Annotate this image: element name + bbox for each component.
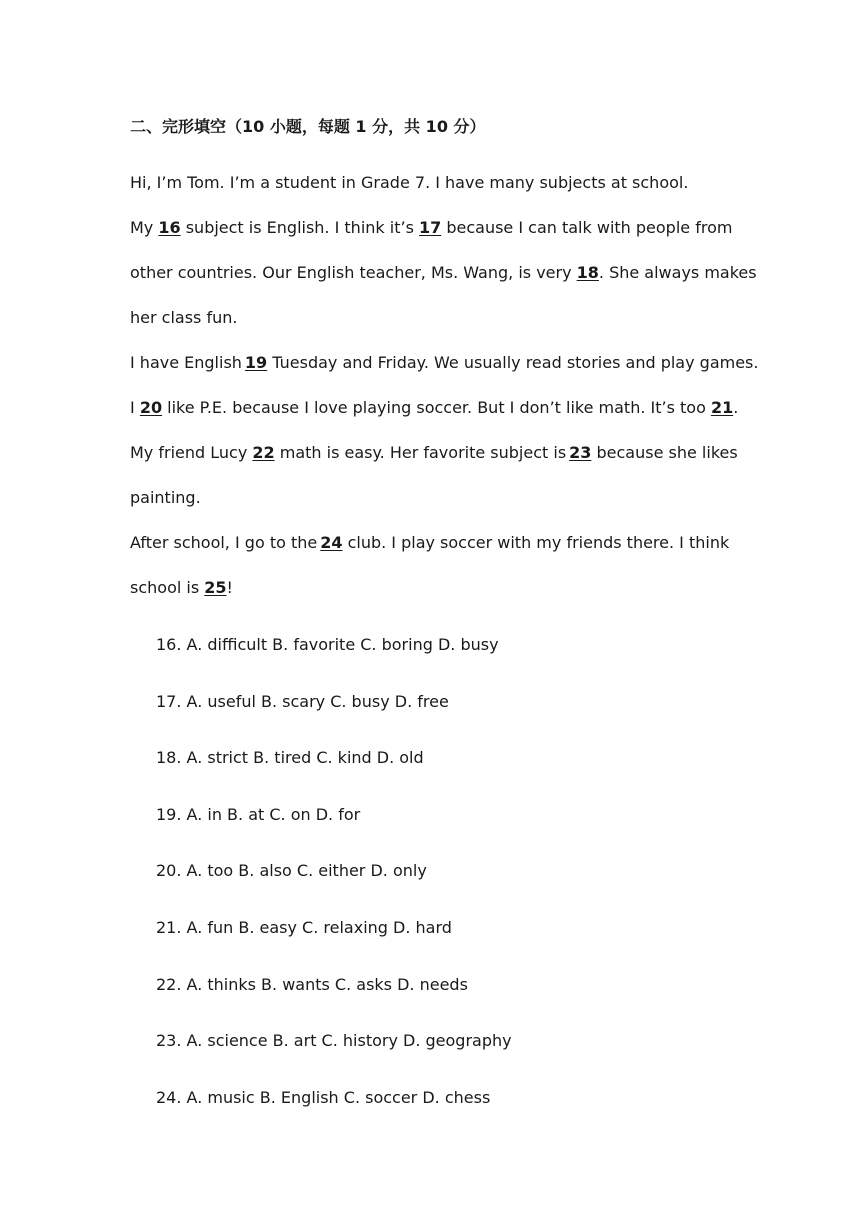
question-option-line: 16. A. difficult B. favorite C. boring D. busy [156,635,499,654]
passage-line [130,217,733,262]
passage-text: Tuesday and Friday. We usually read stories and play games. [267,353,759,372]
question-option-line: 17. A. useful B. scary C. busy D. free [156,691,449,711]
blank-number: 24 [320,533,343,552]
question-option-line: 20. A. too B. also C. either D. only [156,861,427,881]
passage-text: her class fun. [130,308,238,327]
passage-text: After school, I go to the [130,533,318,552]
passage-line [130,487,730,532]
passage-text: club. I play soccer with my friends there. I think [342,533,730,552]
passage-text: subject is English. I think it’s [180,218,419,237]
passage-line [130,397,739,442]
question-option-line: 24. A. music B. English C. soccer D. chess [156,1087,491,1107]
blank-number: 25 [204,578,227,597]
passage-text: because I can talk with people from [441,218,733,237]
passage-text: like P.E. because I love playing soccer. But I don’t like math. It’s too [162,398,711,417]
passage-text: My friend Lucy [130,443,253,462]
passage-line [130,532,730,577]
section-heading: 二、完形填空（10 小题，每题 1 分，共 10 分） [130,117,486,136]
blank-number: 21 [710,398,734,417]
blank-number: 18 [576,263,599,282]
question-option-line: 23. A. science B. art C. history D. geography [156,1031,512,1051]
passage-text: school is [130,578,205,597]
passage-text: because she likes [591,443,738,462]
passage-text: ! [226,578,233,597]
passage-line [130,262,757,307]
passage-text: Hi, I’m Tom. I’m a student in Grade 7. I have many subjects at school. [130,173,689,192]
passage-text: I [130,398,140,417]
passage-text: math is easy. Her favorite subject is [274,443,567,462]
passage-line [130,307,730,352]
blank-number: 22 [252,443,275,462]
blank-number: 16 [158,218,181,237]
blank-number: 20 [139,398,163,417]
passage-text: My [130,218,159,237]
question-option-line: 19. A. in B. at C. on D. for [156,804,361,824]
passage-text: other countries. Our English teacher, Ms. Wang, is very [130,263,577,282]
passage-text: painting. [130,488,201,507]
blank-number: 19 [244,353,268,372]
passage-line [130,352,759,397]
question-option-line: 22. A. thinks B. wants C. asks D. needs [156,974,468,994]
passage-text: I have English [130,353,242,372]
passage-line [130,577,730,622]
question-option-line: 21. A. fun B. easy C. relaxing D. hard [156,917,452,937]
blank-number: 17 [418,218,442,237]
passage-text: . She always makes [598,263,757,282]
blank-number: 23 [569,443,592,462]
passage-line [130,442,738,487]
question-options-list [156,634,512,1143]
passage-text: . [733,398,739,417]
passage-line [130,172,730,217]
cloze-passage [130,172,759,622]
question-option-line: 18. A. strict B. tired C. kind D. old [156,748,424,768]
